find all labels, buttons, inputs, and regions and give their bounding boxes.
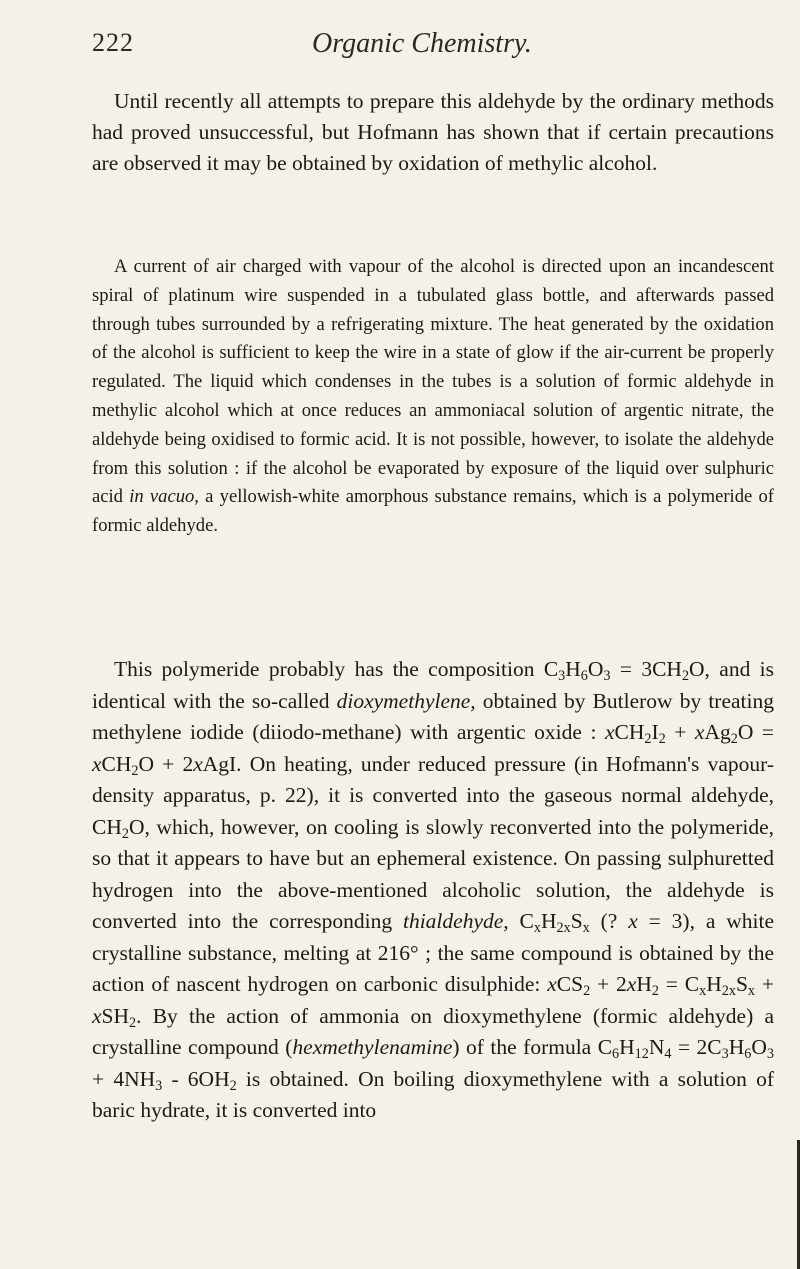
paragraph-2-italic: in vacuo bbox=[129, 486, 195, 508]
text-run: = C bbox=[658, 972, 700, 996]
italic-text: x bbox=[694, 720, 705, 744]
text-run: + bbox=[755, 972, 774, 996]
text-run: O bbox=[587, 657, 604, 681]
paragraph-2-part-a: A current of air charged with vapour of the alcohol is directed upon an incandescent spiral of platinum wire suspended in a tubulated glass bottle, and afterwards passed through tubes surrounded by a refrigerating mixture. The heat generated by the oxidation of the alcohol is sufficient to keep the wire in a state of glow if the air-current be properly regulated. The liquid which condenses in the tubes is a solution of formic aldehyde in methylic alcohol which at once reduces an ammoniacal solution of argentic nitrate, the aldehyde being oxidised to formic acid. It is not possible, however, to isolate the aldehyde from this solution : if the alcohol be evaporated by exposure of the liquid over sulphuric acid bbox=[92, 256, 774, 508]
text-run: (? bbox=[589, 909, 629, 933]
subscript: 3 bbox=[558, 667, 566, 684]
italic-text: x bbox=[628, 909, 638, 933]
text-run: CS bbox=[556, 972, 584, 996]
subscript: 6 bbox=[580, 667, 588, 684]
paragraph-2 bbox=[92, 253, 774, 541]
text-run: + 4NH bbox=[92, 1066, 156, 1091]
subscript: 3 bbox=[603, 667, 611, 684]
subscript: 6 bbox=[744, 1045, 752, 1062]
text-run: SH bbox=[101, 1003, 130, 1028]
text-run: + bbox=[665, 720, 695, 744]
text-run: H bbox=[636, 972, 652, 996]
text-run: N bbox=[648, 1035, 665, 1059]
text-run: O = bbox=[737, 720, 774, 744]
subscript: 2 bbox=[658, 730, 666, 747]
subscript: 12 bbox=[634, 1045, 649, 1062]
subscript: x bbox=[747, 982, 755, 999]
text-run: . By the action of ammonia on dioxymethylene (formic aldehyde) a crystalline compound ( bbox=[92, 1003, 774, 1059]
text-run: CH bbox=[614, 720, 645, 744]
subscript: 2 bbox=[229, 1077, 237, 1094]
italic-text: x bbox=[547, 972, 557, 996]
text-run: O + 2 bbox=[138, 751, 194, 776]
paragraph-3-text bbox=[92, 654, 774, 1127]
text-run: = 3CH bbox=[610, 657, 682, 681]
text-run: H bbox=[728, 1035, 745, 1059]
text-run: = 3), a white crystalline substance, melting at 216° ; the same compound is obtained by the action of nascent hydrogen on carbonic disulphide: bbox=[92, 909, 775, 996]
italic-text: x bbox=[193, 751, 203, 776]
italic-text: x bbox=[604, 720, 615, 744]
text-run: H bbox=[565, 657, 581, 681]
text-run: obtained by Butlerow by treating methylene iodide (diiodo-methane) with argentic oxide : bbox=[92, 688, 774, 744]
text-run: - 6OH bbox=[162, 1066, 230, 1091]
subscript: 3 bbox=[766, 1045, 774, 1062]
text-run: AgI. On heating, under reduced pressure (in Hofmann's vapour-density apparatus, p. 22), it is converted into the gaseous normal aldehyde, CH bbox=[92, 751, 774, 839]
text-run: C bbox=[508, 909, 534, 933]
subscript: 3 bbox=[721, 1045, 729, 1062]
subscript: 2x bbox=[556, 919, 571, 936]
italic-text: x bbox=[92, 1003, 102, 1028]
text-run: = 2C bbox=[671, 1035, 722, 1059]
text-run: O, and is identical with the so-called bbox=[92, 657, 774, 713]
subscript: 2 bbox=[730, 730, 738, 747]
text-run: This polymeride probably has the composition C bbox=[114, 657, 559, 681]
text-run: S bbox=[570, 909, 583, 933]
subscript: x bbox=[699, 982, 707, 999]
text-run: + 2 bbox=[590, 972, 627, 996]
subscript: 2 bbox=[121, 825, 129, 842]
subscript: 2 bbox=[681, 667, 690, 684]
term-dioxymethylene: dioxymethylene, bbox=[336, 688, 476, 713]
text-run: O, which, however, on cooling is slowly reconverted into the polymeride, so that it appears to have but an ephemeral existence. On passing sulphuretted hydrogen into the above-mentioned alcoholic solution, the aldehyde is converted into the corresponding bbox=[92, 814, 774, 933]
text-run: is obtained. On boiling dioxymethylene with a solution of baric hydrate, it is converted into bbox=[92, 1066, 774, 1122]
subscript: 3 bbox=[155, 1077, 163, 1094]
paragraph-1-text: Until recently all attempts to prepare this aldehyde by the ordinary methods had proved unsuccessful, but Hofmann has shown that if certain precautions are observed it may be obtained by oxidation of methylic alcohol. bbox=[92, 89, 774, 175]
text-run: O bbox=[751, 1035, 767, 1059]
term-thialdehyde: thialdehyde, bbox=[402, 909, 509, 933]
paragraph-2-text bbox=[92, 253, 774, 541]
text-run: ) of the formula C bbox=[452, 1035, 613, 1059]
italic-text: x bbox=[626, 972, 637, 996]
subscript: 2 bbox=[651, 982, 659, 999]
subscript: 2 bbox=[644, 730, 652, 747]
subscript: x bbox=[582, 919, 590, 936]
text-run: CH bbox=[101, 751, 132, 776]
subscript: 4 bbox=[664, 1045, 672, 1062]
page-number: 222 bbox=[92, 28, 134, 57]
subscript: x bbox=[533, 919, 541, 936]
term-hexmethylenamine: hexmethylenamine bbox=[292, 1035, 453, 1059]
subscript: 2 bbox=[131, 762, 139, 779]
text-run: I bbox=[651, 720, 659, 744]
text-run: H bbox=[706, 972, 722, 996]
subscript: 2 bbox=[583, 982, 591, 999]
text-run: H bbox=[619, 1035, 635, 1059]
paragraph-1 bbox=[92, 86, 774, 179]
subscript: 6 bbox=[612, 1045, 620, 1062]
page-header bbox=[92, 28, 772, 68]
paragraph-2-part-b: , a yellowish-white amorphous substance remains, which is a polymeride of formic aldehyde. bbox=[92, 486, 774, 537]
text-run: H bbox=[540, 909, 557, 933]
text-run: S bbox=[735, 972, 748, 996]
text-run: Ag bbox=[704, 720, 731, 744]
running-title: Organic Chemistry. bbox=[312, 28, 532, 59]
subscript: 2x bbox=[721, 982, 736, 999]
subscript: 2 bbox=[129, 1014, 137, 1031]
paragraph-3 bbox=[92, 654, 774, 1127]
italic-text: x bbox=[92, 751, 102, 776]
